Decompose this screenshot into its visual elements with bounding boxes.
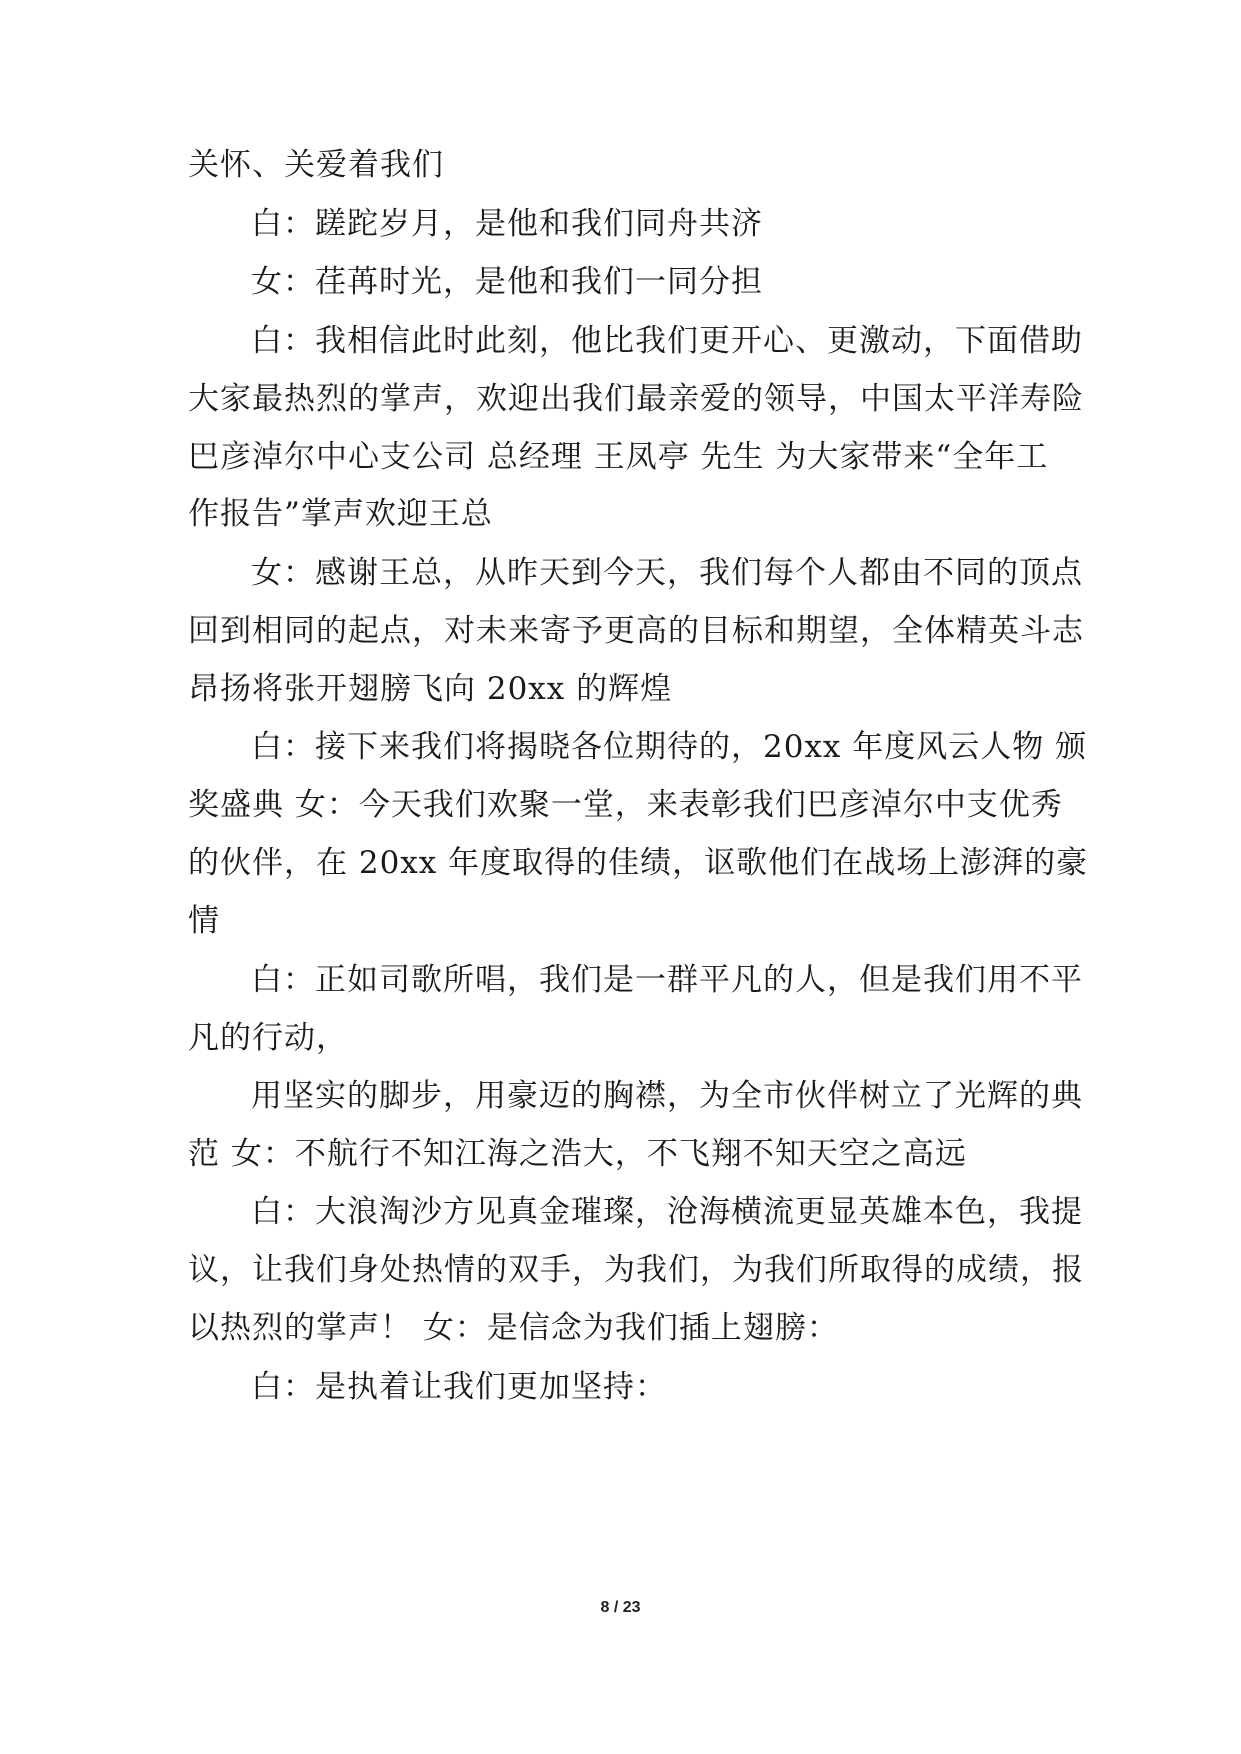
text-line: 女：感谢王总，从昨天到今天，我们每个人都由不同的顶点: [251, 555, 1083, 591]
text-line: 议，让我们身处热情的双手，为我们，为我们所取得的成绩，报: [188, 1252, 1084, 1288]
text-line: 昂扬将张开翅膀飞向 20xx 的辉煌: [188, 671, 673, 707]
text-line: 女：荏苒时光，是他和我们一同分担: [251, 264, 763, 300]
text-line: 回到相同的起点，对未来寄予更高的目标和期望，全体精英斗志: [188, 613, 1084, 649]
text-line: 白：是执着让我们更加坚持：: [251, 1369, 667, 1405]
text-line: 凡的行动，: [188, 1020, 348, 1056]
text-line: 情: [188, 903, 220, 939]
text-line: 白：大浪淘沙方见真金璀璨，沧海横流更显英雄本色，我提: [251, 1194, 1083, 1230]
text-line: 以热烈的掌声！ 女：是信念为我们插上翅膀：: [188, 1310, 839, 1346]
text-line: 大家最热烈的掌声，欢迎出我们最亲爱的领导，中国太平洋寿险: [188, 381, 1084, 417]
text-line: 用坚实的脚步，用豪迈的胸襟，为全市伙伴树立了光辉的典: [251, 1078, 1083, 1114]
text-line: 的伙伴，在 20xx 年度取得的佳绩，讴歌他们在战场上澎湃的豪: [188, 845, 1089, 881]
text-line: 奖盛典 女：今天我们欢聚一堂，来表彰我们巴彦淖尔中支优秀: [188, 787, 1063, 823]
text-line: 白：我相信此时此刻，他比我们更开心、更激动，下面借助: [251, 323, 1083, 359]
text-line: 白：蹉跎岁月，是他和我们同舟共济: [251, 206, 763, 242]
text-line: 作报告”掌声欢迎王总: [188, 496, 493, 532]
text-line: 巴彦淖尔中心支公司 总经理 王凤亭 先生 为大家带来“全年工: [188, 439, 1049, 475]
text-line: 白：正如司歌所唱，我们是一群平凡的人，但是我们用不平: [251, 962, 1083, 998]
text-line: 关怀、关爱着我们: [188, 147, 444, 183]
text-line: 白：接下来我们将揭晓各位期待的，20xx 年度风云人物 颁: [251, 729, 1088, 765]
text-line: 范 女：不航行不知江海之浩大，不飞翔不知天空之高远: [188, 1136, 967, 1172]
page-number: 8 / 23: [600, 1599, 641, 1616]
